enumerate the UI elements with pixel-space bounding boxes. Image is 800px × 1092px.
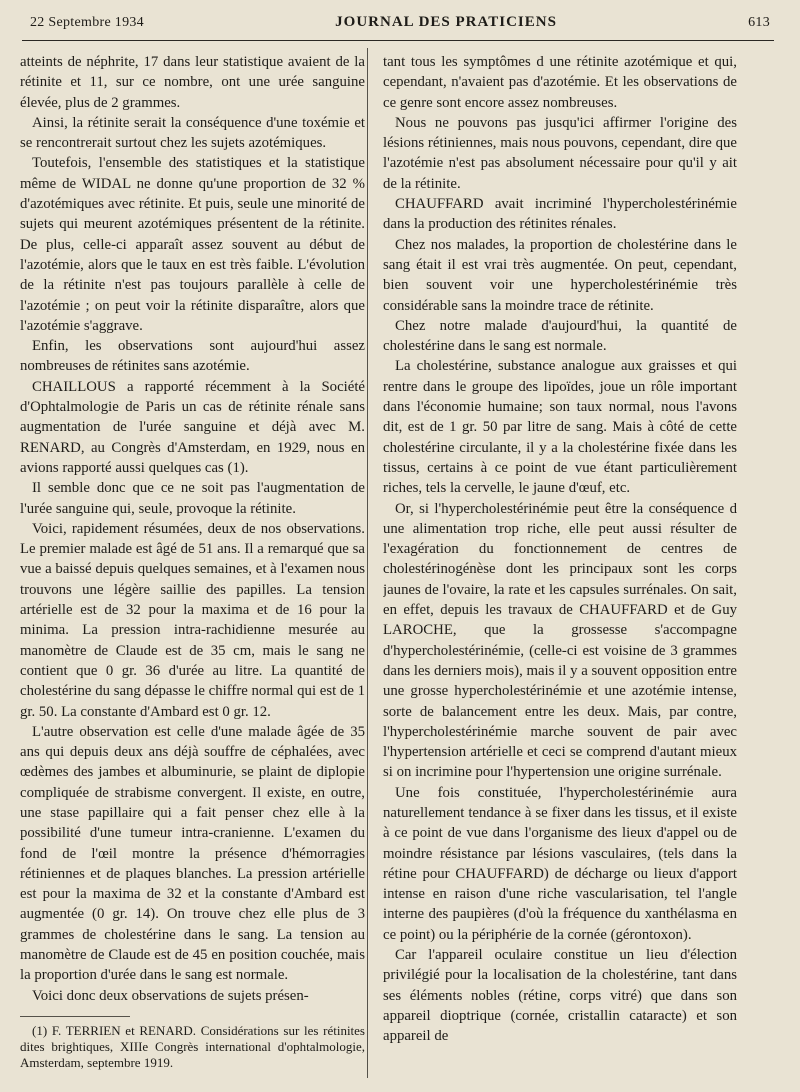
paragraph: tant tous les symptômes d une rétinite azotémique et qui, cependant, n'avaient pas d'azotémie. Et les observations de ce genre sont encore assez nombreuses. — [383, 54, 737, 111]
column-divider — [367, 48, 368, 1078]
paragraph: Voici donc deux observations de sujets présen- — [32, 987, 309, 1004]
paragraph: Or, si l'hypercholestérinémie peut être la conséquence d une alimentation trop riche, elle peut aussi résulter de l'exagération du fonctionnement de centres de cholestérinogénèse dont les principaux sont les corps jaunes de l'ovaire, la rate et les capsules surrénales. On sait, en effet, depuis les travaux de CHAUFFARD et de Guy LAROCHE, que la grossesse s'accompagne d'hypercholestérinémie, (celle-ci est voisine de 3 grammes dans les derniers mois), mais il y a souvent opposition entre une grosse hypercholestérinémie et une azotémie intense, sorte de balancement entre les deux. Mais, par contre, l'hypercholestérinémie marche souvent de pair avec l'hypertension artérielle et ceci se comprend d'autant mieux si on incrimine pour l'hypertension une origine surrénale. — [383, 500, 737, 781]
footnote-rule — [20, 1016, 130, 1017]
paragraph: L'autre observation est celle d'une malade âgée de 35 ans qui depuis deux ans déjà souffre de céphalées, avec œdèmes des jambes et albuminurie, se plaint de diplopie compliquée de strabisme convergent. Il existe, en outre, une stase papillaire qui a fait penser chez elle à la possibilité d'une tumeur intra-cranienne. L'examen du fond de l'œil montre la présence d'hémorragies rétiniennes et de plaques blanches. La pression artérielle est pour la maxima de 32 et la constante d'Ambard est augmentée (0 gr. 14). On trouve chez elle plus de 3 grammes de cholestérine dans le sang. La tension au manomètre de Claude est de 45 en position couchée, mais la proportion d'urée dans le sang est normale. — [20, 723, 365, 984]
paragraph: Ainsi, la rétinite serait la conséquence d'une toxémie et se rencontrerait surtout chez les sujets azotémiques. — [20, 114, 365, 152]
paragraph: Voici, rapidement résumées, deux de nos observations. Le premier malade est âgé de 51 ans. Il a remarqué que sa vue a baissé depuis quelques semaines, et à l'examen nous trouvons une légère saillie des papilles. La tension artérielle est de 32 pour la maxima et de 16 pour la minima. La pression intra-rachidienne mesurée au manomètre de Claude est de 35 cm, mais le sang ne contient que 0 gr. 36 d'urée au litre. La quantité de cholestérine du sang dépasse le chiffre normal qui est de 1 gr. 50. La constante d'Ambard est 0 gr. 12. — [20, 520, 365, 720]
paragraph: La cholestérine, substance analogue aux graisses et qui rentre dans le groupe des lipoïdes, joue un rôle important dans l'économie humaine; son taux normal, nous l'avons dit, est de 1 gr. 50 par litre de sang. Mais à côté de cette cholestérine circulante, il y a la cholestérine fixée dans les tissus, certains à ce point de vue étant particulièrement riches, tels la cervelle, le jaune d'œuf, etc. — [383, 358, 737, 497]
footnote: (1) F. TERRIEN et RENARD. Considérations sur les rétinites dites brightiques, XIIIe Congrès international d'ophtalmologie, Amsterdam, septembre 1919. — [20, 1022, 365, 1070]
paragraph: Enfin, les observations sont aujourd'hui assez nombreuses de rétinites sans azotémie. — [20, 338, 365, 375]
left-column — [20, 52, 365, 1072]
paragraph: atteints de néphrite, 17 dans leur statistique avaient de la rétinite et 11, sur ce nombre, ont une urée sanguine élevée, plus de 2 grammes. — [20, 54, 365, 111]
paragraph: Toutefois, l'ensemble des statistiques et la statistique même de WIDAL ne donne qu'une proportion de 32 % d'azotémiques avec rétinite. Et puis, seule une minorité de sujets qui meurent azotémiques présentent de la rétinite. De plus, celle-ci apparaît assez souvent au début de l'azotémie, alors que le taux en est très faible. L'évolution de la rétinite n'est pas toujours parallèle à celle de l'azotémie ; on peut voir la rétinite disparaître, alors que l'azotémie s'aggrave. — [20, 155, 365, 334]
header-rule — [22, 40, 774, 41]
right-column — [383, 52, 737, 1072]
paragraph: Car l'appareil oculaire constitue un lieu d'élection privilégié pour la localisation de la cholestérine, tant dans ses éléments nobles (rétine, corps vitré) que dans son appareil dioptrique (cornée, cristallin cataracte) et son appareil de — [383, 947, 737, 1045]
paragraph: CHAUFFARD avait incriminé l'hypercholestérinémie dans la production des rétinites rénales. — [383, 196, 737, 233]
paragraph: Nous ne pouvons pas jusqu'ici affirmer l'origine des lésions rétiniennes, mais nous pouvons, cependant, dire que l'azotémie n'est pas absolument nécessaire pour qu'il y ait de la rétinite. — [383, 114, 737, 192]
header-date: 22 Septembre 1934 — [30, 15, 144, 30]
journal-title: JOURNAL DES PRATICIENS — [335, 14, 557, 30]
paragraph: Chez notre malade d'aujourd'hui, la quantité de cholestérine dans le sang est normale. — [383, 317, 737, 355]
paragraph: Il semble donc que ce ne soit pas l'augmentation de l'urée sanguine qui, seule, provoque la rétinite. — [20, 480, 365, 517]
page-header — [30, 14, 770, 38]
page-number: 613 — [748, 15, 770, 30]
paragraph: Chez nos malades, la proportion de cholestérine dans le sang était il est vrai très augmentée. On peut, cependant, bien souvent voir une hypercholestérinémie très considérable sans la moindre trace de rétinite. — [383, 236, 737, 314]
paragraph: CHAILLOUS a rapporté récemment à la Société d'Ophtalmologie de Paris un cas de rétinite rénale sans augmentation de l'urée sanguine et déjà avec M. RENARD, au Congrès d'Amsterdam, en 1929, nous en avions rapporté aussi quelques cas (1). — [20, 378, 365, 476]
paragraph: Une fois constituée, l'hypercholestérinémie aura naturellement tendance à se fixer dans les tissus, et il existe à ce point de vue dans l'organisme des lieux d'appel ou de moindre résistance par lésions vasculaires, (tels dans la rétine pour CHAUFFARD) de décharge ou lieux d'apport intense en raison d'une riche vascularisation, tel l'angle interne des paupières (d'où la fréquence du xanthélasma en ce point) ou la périphérie de la cornée (gérontoxon). — [383, 784, 737, 943]
